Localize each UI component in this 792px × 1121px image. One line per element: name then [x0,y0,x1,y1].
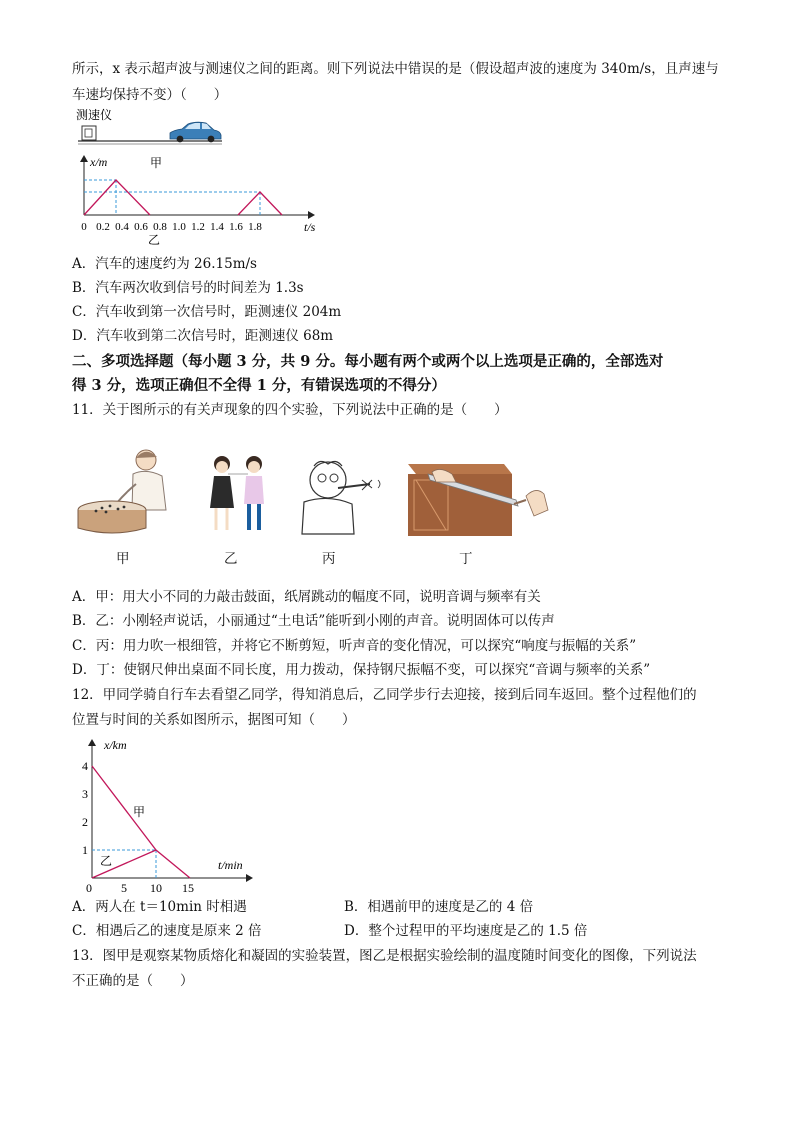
q10-x-axis-label: t/s [304,220,316,234]
section-2-heading-line1: 二、多项选择题（每小题 3 分，共 9 分。每小题有两个或两个以上选项是正确的，全部选对 [72,353,664,370]
speed-meter-figure [70,106,230,150]
q11-caption-jia: 甲 [116,551,130,567]
q13-stem-line1: 13．图甲是观察某物质熔化和凝固的实验装置，图乙是根据实验绘制的温度随时间变化的图像，下列说法 [72,948,697,964]
q11-option-d[interactable]: D．丁：使钢尺伸出桌面不同长度，用力拨动，保持钢尺振幅不变，可以探究“音调与频率的关系” [72,662,651,678]
q10-xt-graph [70,152,330,246]
q10-x-tick-label: 0 [81,221,87,233]
q12-label-yi: 乙 [100,854,113,868]
q11-option-c[interactable]: C．丙：用力吹一根细管，并将它不断剪短，听声音的变化情况，可以探究“响度与振幅的关系” [72,638,637,654]
q12-xt-graph [76,734,260,894]
q12-label-jia: 甲 [133,805,146,819]
q12-y-axis-label: x/km [104,738,127,752]
q10-x-tick-label: 0.6 [134,221,148,233]
q10-label-jia: 甲 [150,156,163,170]
q12-x-tick-label: 5 [121,881,127,894]
q12-option-c[interactable]: C．相遇后乙的速度是原来 2 倍 [72,923,262,939]
q12-y-tick-label: 2 [82,815,88,829]
q12-y-tick-label: 1 [82,843,88,857]
device-label: 测速仪 [76,108,113,122]
q10-option-c[interactable]: C．汽车收到第一次信号时，距测速仪 204m [72,304,342,320]
q10-x-tick-label: 1.8 [248,221,262,233]
q11-caption-ding: 丁 [459,551,473,567]
blowing-tube-illustration [292,456,388,536]
q11-option-b[interactable]: B．乙：小刚轻声说话，小丽通过“土电话”能听到小刚的声音。说明固体可以传声 [72,613,555,629]
q12-x-tick-label: 0 [86,881,92,894]
q10-x-tick-label: 0.8 [153,221,167,233]
q11-option-a[interactable]: A．甲：用大小不同的力敲击鼓面，纸屑跳动的幅度不同，说明音调与频率有关 [72,589,541,605]
car-icon [170,122,221,142]
q10-option-b[interactable]: B．汽车两次收到信号的时间差为 1.3s [72,280,304,296]
string-telephone-illustration [204,452,274,536]
drum-experiment-illustration [76,446,188,536]
q12-x-axis-label: t/min [218,858,243,872]
q13-stem-line2: 不正确的是（ ） [72,973,194,989]
section-2-heading-line2: 得 3 分，选项正确但不全得 1 分，有错误选项的不得分） [72,377,446,394]
speed-meter-icon [82,126,96,140]
q12-option-b[interactable]: B．相遇前甲的速度是乙的 4 倍 [344,899,534,915]
ruler-table-illustration [408,460,550,538]
q12-stem-line2: 位置与时间的关系如图所示，据图可知（ ） [72,712,356,728]
q11-stem: 11．关于图所示的有关声现象的四个实验，下列说法中正确的是（ ） [72,402,508,418]
q10-label-yi: 乙 [148,233,161,246]
q11-caption-yi: 乙 [224,551,238,567]
q12-y-tick-label: 4 [82,759,88,773]
q10-option-d[interactable]: D．汽车收到第二次信号时，距测速仪 68m [72,328,334,344]
q10-x-tick-label: 1.4 [210,221,224,233]
q10-option-a[interactable]: A．汽车的速度约为 26.15m/s [72,256,257,272]
q10-x-tick-label: 0.4 [115,221,129,233]
q10-x-tick-label: 0.2 [96,221,110,233]
q10-stem-line2: 车速均保持不变）（ ） [72,87,228,103]
q12-option-d[interactable]: D．整个过程甲的平均速度是乙的 1.5 倍 [344,923,588,939]
q12-stem-line1: 12．甲同学骑自行车去看望乙同学，得知消息后，乙同学步行去迎接，接到后同车返回。整个过程他们的 [72,687,697,703]
q12-y-tick-label: 3 [82,787,88,801]
q10-y-axis-label: x/m [90,155,108,169]
q12-x-tick-label: 15 [182,881,194,894]
q10-x-tick-label: 1.6 [229,221,243,233]
q12-x-tick-label: 10 [150,881,162,894]
q10-x-tick-label: 1.2 [191,221,205,233]
q11-caption-bing: 丙 [322,551,336,567]
q10-x-tick-label: 1.0 [172,221,186,233]
q10-first-signal [84,180,150,215]
q12-option-a[interactable]: A．两人在 t＝10min 时相遇 [72,899,247,915]
q10-stem-line1: 所示，x 表示超声波与测速仪之间的距离。则下列说法中错误的是（假设超声波的速度为 340m/s，且声速与 [72,61,719,77]
